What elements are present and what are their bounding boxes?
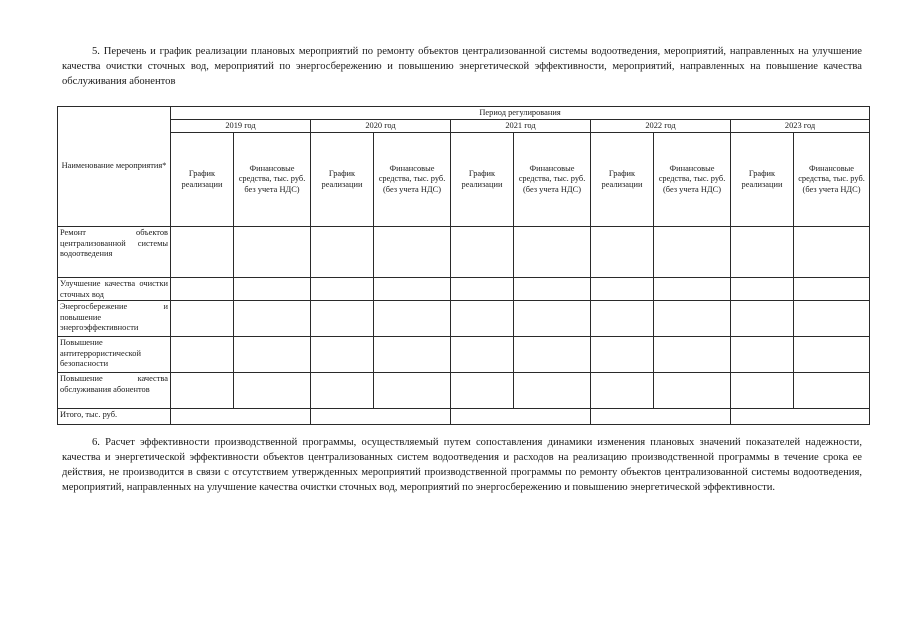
period-header: Период регулирования bbox=[171, 107, 870, 120]
table-row bbox=[58, 373, 870, 409]
schedule-column-header: График реализации bbox=[731, 133, 794, 227]
activity-name-header: Наименование мероприятия* bbox=[58, 107, 171, 227]
row-name-energy-saving: Энергосбережение и повышение энергоэффективности bbox=[58, 301, 171, 337]
activities-schedule-table bbox=[57, 106, 870, 425]
section-5-text: 5. Перечень и график реализации плановых мероприятий по ремонту объектов централизованной системы водоотведения, мероприятий, направленных на улучшение качества очистки сточных вод, мероприятий по энергосбережению и повышению энергетической эффективности, мероприятий, направленных на повышение качества обслуживания абонентов bbox=[62, 46, 862, 87]
schedule-column-header: График реализации bbox=[451, 133, 514, 227]
section-6-paragraph bbox=[62, 435, 862, 495]
year-header: 2023 год bbox=[731, 120, 870, 133]
finance-column-header: Финансовые средства, тыс. руб. (без учета НДС) bbox=[374, 133, 451, 227]
table-row bbox=[58, 227, 870, 278]
year-header: 2022 год bbox=[591, 120, 731, 133]
row-name-repair: Ремонт объектов централизованной системы водоотведения bbox=[58, 227, 171, 278]
year-header: 2021 год bbox=[451, 120, 591, 133]
table-row bbox=[58, 278, 870, 301]
finance-column-header: Финансовые средства, тыс. руб. (без учета НДС) bbox=[514, 133, 591, 227]
schedule-column-header: График реализации bbox=[311, 133, 374, 227]
total-label: Итого, тыс. руб. bbox=[58, 409, 171, 425]
row-name-antiterror-security: Повышение антитеррористической безопасности bbox=[58, 337, 171, 373]
schedule-column-header: График реализации bbox=[171, 133, 234, 227]
row-name-wastewater-quality: Улучшение качества очистки сточных вод bbox=[58, 278, 171, 301]
finance-column-header: Финансовые средства, тыс. руб. (без учета НДС) bbox=[794, 133, 870, 227]
section-6-text: 6. Расчет эффективности производственной программы, осуществляемый путем сопоставления динамики изменения плановых значений показателей надежности, качества и энергетической эффективности объектов централизованных систем водоотведения и расходов на реализацию производственной программы в течение срока ее действия, не производится в связи с отсутствием утвержденных мероприятий производственной программы по ремонту объектов централизованной системы водоотведения, мероприятий, направленных на улучшение качества очистки сточных вод, мероприятий по энергосбережению и повышению энергетической эффективности. bbox=[62, 437, 862, 493]
table-row bbox=[58, 301, 870, 337]
table-row-total bbox=[58, 409, 870, 425]
row-name-customer-service: Повышение качества обслуживания абонентов bbox=[58, 373, 171, 409]
year-header: 2019 год bbox=[171, 120, 311, 133]
table-row bbox=[58, 337, 870, 373]
finance-column-header: Финансовые средства, тыс. руб. (без учета НДС) bbox=[654, 133, 731, 227]
year-header: 2020 год bbox=[311, 120, 451, 133]
section-5-paragraph bbox=[62, 44, 862, 89]
finance-column-header: Финансовые средства, тыс. руб. без учета НДС) bbox=[234, 133, 311, 227]
schedule-column-header: График реализации bbox=[591, 133, 654, 227]
